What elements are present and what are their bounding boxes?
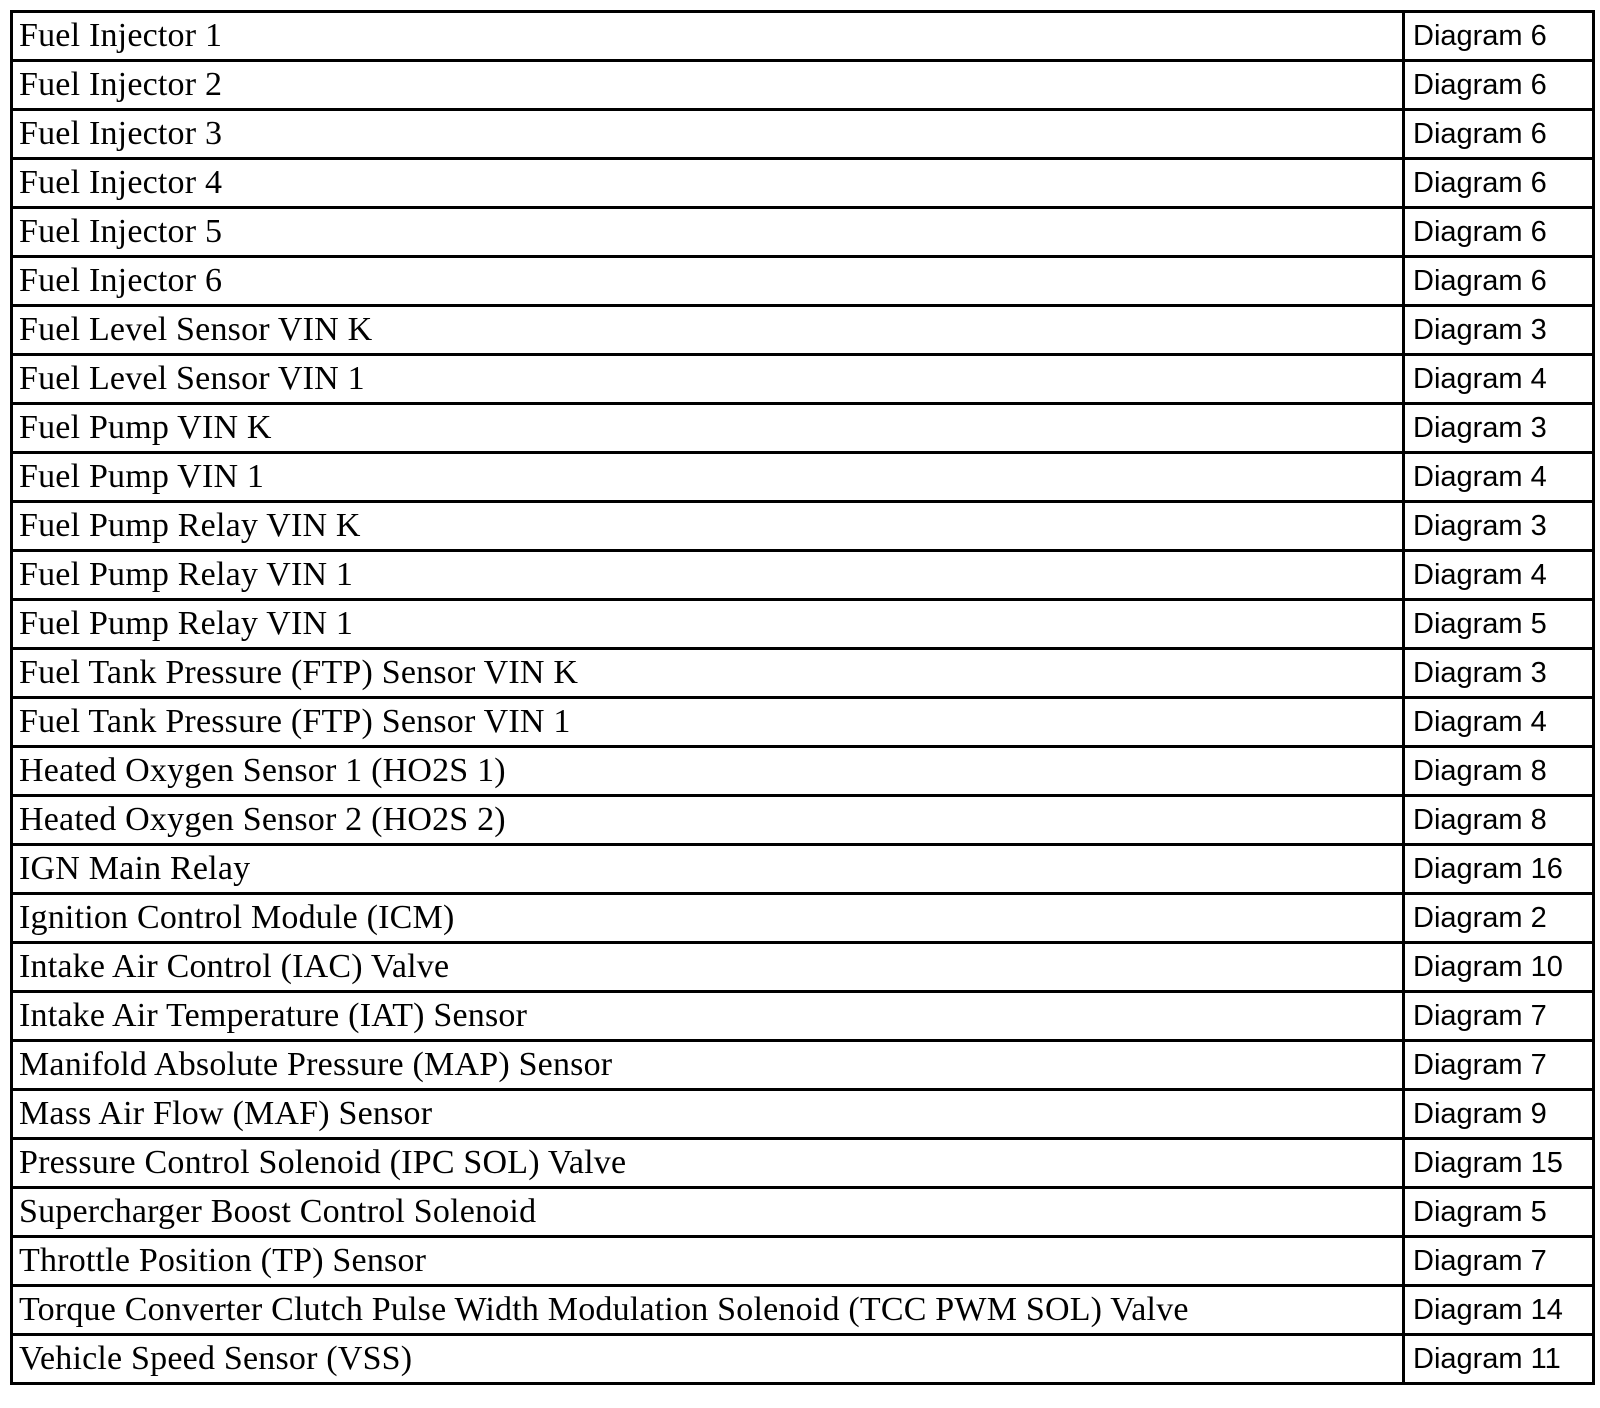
table-row (12, 1139, 1594, 1188)
table-row (12, 992, 1594, 1041)
table-row (12, 453, 1594, 502)
component-name-cell: Fuel Level Sensor VIN 1 (12, 355, 1404, 404)
diagram-reference-cell: Diagram 3 (1404, 502, 1594, 551)
component-diagram-table (10, 10, 1595, 1385)
component-name-cell: Heated Oxygen Sensor 2 (HO2S 2) (12, 796, 1404, 845)
table-row (12, 1335, 1594, 1384)
component-name-cell: Pressure Control Solenoid (IPC SOL) Valve (12, 1139, 1404, 1188)
table-row (12, 355, 1594, 404)
diagram-reference-cell: Diagram 5 (1404, 600, 1594, 649)
table-row (12, 698, 1594, 747)
component-name-cell: IGN Main Relay (12, 845, 1404, 894)
component-name-cell: Fuel Tank Pressure (FTP) Sensor VIN 1 (12, 698, 1404, 747)
component-name-cell: Heated Oxygen Sensor 1 (HO2S 1) (12, 747, 1404, 796)
component-name-cell: Ignition Control Module (ICM) (12, 894, 1404, 943)
diagram-reference-cell: Diagram 8 (1404, 747, 1594, 796)
component-name-cell: Fuel Pump Relay VIN 1 (12, 551, 1404, 600)
diagram-reference-cell: Diagram 6 (1404, 257, 1594, 306)
table-row (12, 796, 1594, 845)
component-name-cell: Fuel Injector 2 (12, 61, 1404, 110)
diagram-reference-cell: Diagram 15 (1404, 1139, 1594, 1188)
diagram-reference-cell: Diagram 4 (1404, 551, 1594, 600)
component-name-cell: Fuel Pump VIN 1 (12, 453, 1404, 502)
component-name-cell: Fuel Pump Relay VIN K (12, 502, 1404, 551)
component-name-cell: Vehicle Speed Sensor (VSS) (12, 1335, 1404, 1384)
diagram-reference-cell: Diagram 7 (1404, 1041, 1594, 1090)
table-row (12, 404, 1594, 453)
diagram-reference-cell: Diagram 6 (1404, 159, 1594, 208)
component-name-cell: Fuel Injector 3 (12, 110, 1404, 159)
component-name-cell: Fuel Level Sensor VIN K (12, 306, 1404, 355)
diagram-reference-cell: Diagram 6 (1404, 61, 1594, 110)
component-name-cell: Torque Converter Clutch Pulse Width Modulation Solenoid (TCC PWM SOL) Valve (12, 1286, 1404, 1335)
table-row (12, 747, 1594, 796)
table-row (12, 12, 1594, 61)
component-name-cell: Throttle Position (TP) Sensor (12, 1237, 1404, 1286)
component-name-cell: Fuel Pump VIN K (12, 404, 1404, 453)
table-row (12, 1090, 1594, 1139)
table-row (12, 943, 1594, 992)
diagram-reference-cell: Diagram 6 (1404, 110, 1594, 159)
diagram-reference-cell: Diagram 11 (1413, 1343, 1561, 1375)
diagram-reference-cell: Diagram 6 (1404, 208, 1594, 257)
table-row (12, 1237, 1594, 1286)
diagram-reference-cell: Diagram 3 (1404, 404, 1594, 453)
diagram-reference-cell: Diagram 4 (1404, 698, 1594, 747)
component-name-cell: Fuel Injector 1 (12, 12, 1404, 61)
diagram-reference-cell: Diagram 6 (1404, 12, 1594, 61)
component-name-cell: Fuel Tank Pressure (FTP) Sensor VIN K (12, 649, 1404, 698)
diagram-reference-cell: Diagram 7 (1404, 1237, 1594, 1286)
diagram-reference-cell: Diagram 3 (1404, 649, 1594, 698)
diagram-reference-cell: Diagram 4 (1404, 355, 1594, 404)
component-name-cell: Fuel Injector 6 (12, 257, 1404, 306)
component-name-cell: Fuel Injector 5 (12, 208, 1404, 257)
diagram-reference-cell: Diagram 8 (1404, 796, 1594, 845)
table-row (12, 306, 1594, 355)
table-body (12, 12, 1594, 1384)
diagram-reference-cell: Diagram 4 (1404, 453, 1594, 502)
component-name-cell: Fuel Pump Relay VIN 1 (12, 600, 1404, 649)
diagram-reference-cell: Diagram 2 (1404, 894, 1594, 943)
table-row (12, 208, 1594, 257)
diagram-reference-cell: Diagram 5 (1404, 1188, 1594, 1237)
table-row (12, 502, 1594, 551)
diagram-reference-cell: Diagram 10 (1404, 943, 1594, 992)
table-row (12, 257, 1594, 306)
table-row (12, 61, 1594, 110)
component-name-cell: Intake Air Temperature (IAT) Sensor (12, 992, 1404, 1041)
diagram-reference-cell: Diagram 16 (1404, 845, 1594, 894)
table-row (12, 551, 1594, 600)
table-row (12, 159, 1594, 208)
component-name-cell: Supercharger Boost Control Solenoid (12, 1188, 1404, 1237)
component-name-cell: Manifold Absolute Pressure (MAP) Sensor (12, 1041, 1404, 1090)
component-name-cell: Intake Air Control (IAC) Valve (12, 943, 1404, 992)
component-name-cell: Mass Air Flow (MAF) Sensor (12, 1090, 1404, 1139)
table-row (12, 110, 1594, 159)
diagram-reference-cell: Diagram 3 (1404, 306, 1594, 355)
diagram-reference-cell: Diagram 9 (1404, 1090, 1594, 1139)
table-row (12, 1188, 1594, 1237)
table-row (12, 1286, 1594, 1335)
diagram-reference-cell: Diagram 7 (1404, 992, 1594, 1041)
table-row (12, 845, 1594, 894)
diagram-reference-cell: Diagram 14 (1404, 1286, 1594, 1335)
table-row (12, 894, 1594, 943)
table-row (12, 649, 1594, 698)
table-row (12, 600, 1594, 649)
table-row (12, 1041, 1594, 1090)
component-name-cell: Fuel Injector 4 (12, 159, 1404, 208)
